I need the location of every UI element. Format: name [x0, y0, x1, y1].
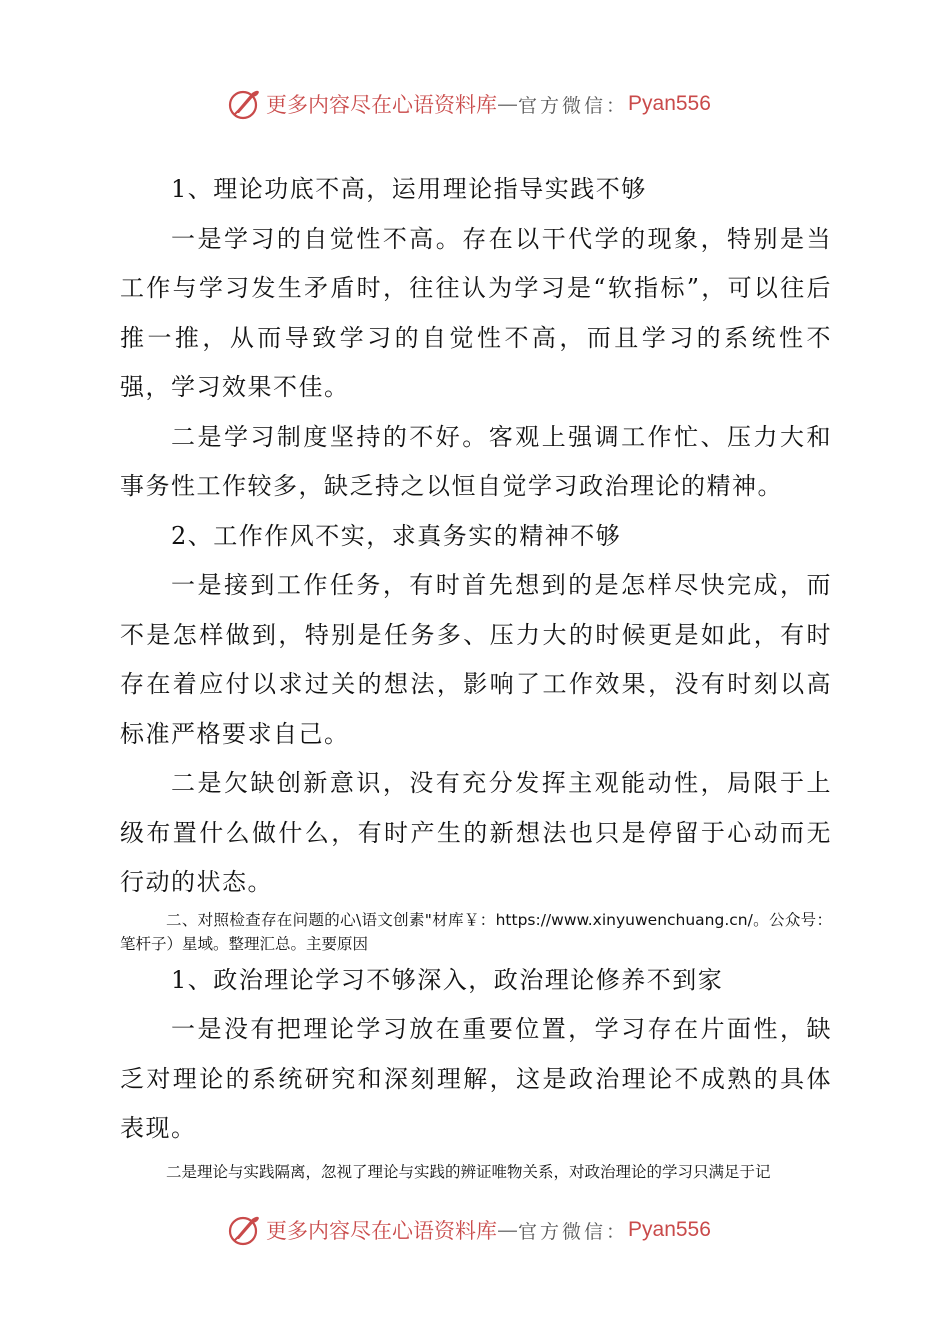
banner-separator: — [497, 92, 518, 116]
section-heading: 1、理论功底不高，运用理论指导实践不够 [171, 175, 647, 203]
body-paragraph: 一是没有把理论学习放在重要位置，学习存在片面性，缺乏对理论的系统研究和深刻理解，这是政治理论不成熟的具体表现。 [120, 1015, 832, 1142]
header-banner [228, 84, 711, 124]
footer-banner [228, 1210, 711, 1250]
banner-separator: — [497, 1218, 518, 1242]
body-paragraph: 二是欠缺创新意识，没有充分发挥主观能动性，局限于上级布置什么做什么，有时产生的新想法也只是停留于心动而无行动的状态。 [120, 769, 832, 896]
body-paragraph: 一是接到工作任务，有时首先想到的是怎样尽快完成，而不是怎样做到，特别是任务多、压力大的时候更是如此，有时存在着应付以求过关的想法，影响了工作效果，没有时刻以高标准严格要求自己。 [120, 571, 832, 748]
banner-wechat-id: Pyan556 [628, 1218, 711, 1241]
body-paragraph: 一是学习的自觉性不高。存在以干代学的现象，特别是当工作与学习发生矛盾时，往往认为学习是“软指标”，可以往后推一推，从而导致学习的自觉性不高，而且学习的系统性不强，学习效果不佳。 [120, 224, 832, 401]
body-paragraph: 二是学习制度坚持的不好。客观上强调工作忙、压力大和事务性工作较多，缺乏持之以恒自觉学习政治理论的精神。 [120, 422, 832, 500]
section-heading: 1、政治理论学习不够深入，政治理论修养不到家 [171, 965, 724, 994]
banner-wechat-label: 官方微信： [518, 94, 629, 117]
small-print-paragraph: 二、对照检查存在问题的心\语文创素"材库￥：https://www.xinyuwenchuang.cn/。公众号：笔杆子）星域。整理汇总。主要原因 [120, 910, 832, 953]
banner-wechat-id: Pyan556 [628, 92, 711, 115]
section-heading: 2、工作作风不实，求真务实的精神不够 [171, 521, 622, 550]
quill-pen-logo-icon [228, 87, 262, 121]
quill-pen-logo-icon [228, 1213, 262, 1247]
trailing-line: 二是理论与实践隔离，忽视了理论与实践的辨证唯物关系，对政治理论的学习只满足于记 [166, 1163, 771, 1181]
document-body [120, 165, 832, 1154]
banner-wechat-label: 官方微信： [518, 1220, 629, 1243]
banner-title: 更多内容尽在心语资料库 [266, 93, 497, 117]
banner-title: 更多内容尽在心语资料库 [266, 1219, 497, 1243]
